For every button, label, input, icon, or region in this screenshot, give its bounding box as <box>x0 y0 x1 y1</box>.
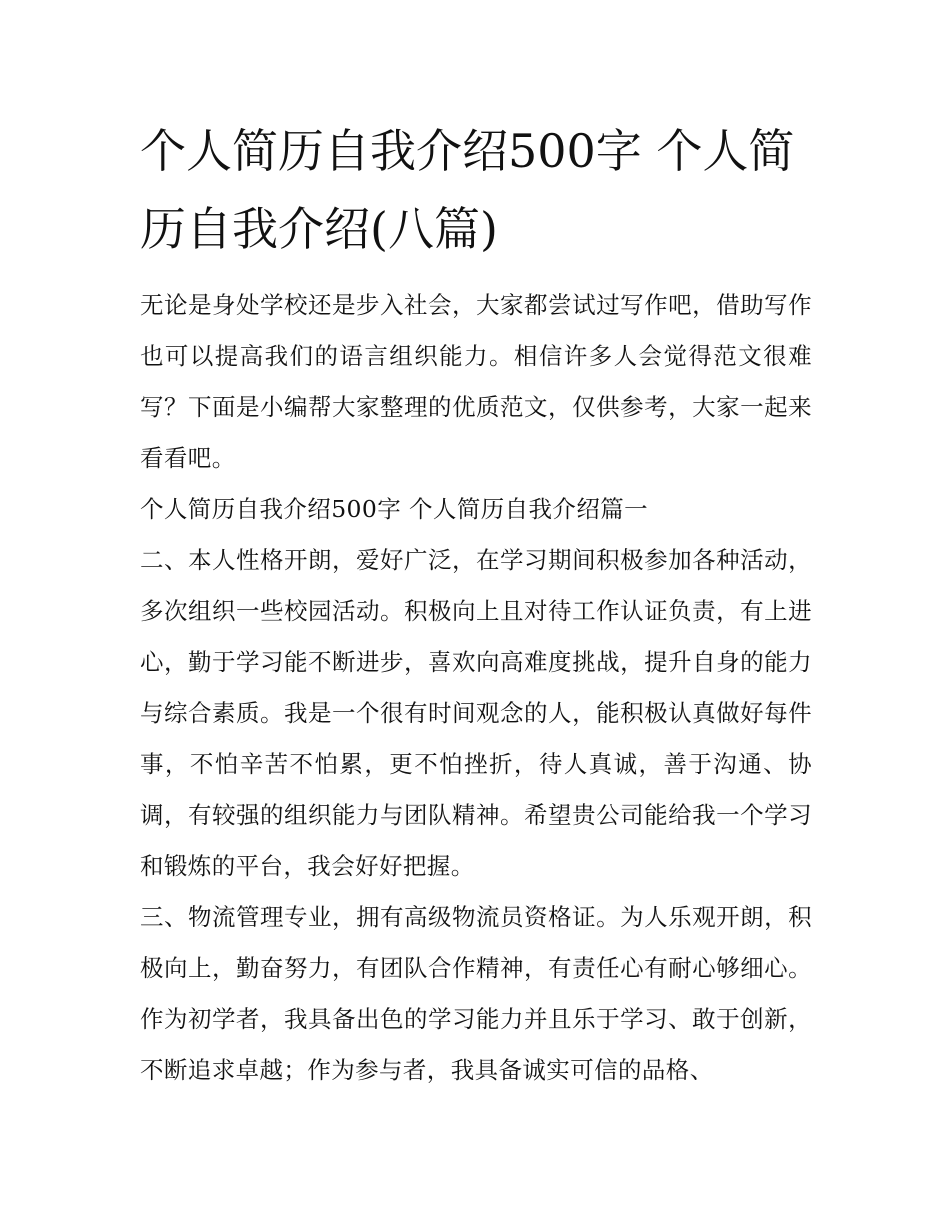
intro-paragraph: 无论是身处学校还是步入社会，大家都尝试过写作吧，借助写作也可以提高我们的语言组织能力。相信许多人会觉得范文很难写？下面是小编帮大家整理的优质范文，仅供参考，大家一起来看看吧。 <box>140 291 812 472</box>
document-title: 个人简历自我介绍500字 个人简历自我介绍(八篇) <box>140 124 795 256</box>
document-page <box>140 112 812 1096</box>
paragraph-3: 三、物流管理专业，拥有高级物流员资格证。为人乐观开朗，积极向上，勤奋努力，有团队合作精神，有责任心有耐心够细心。作为初学者，我具备出色的学习能力并且乐于学习、敢于创新，不断追求卓越；作为参与者，我具备诚实可信的品格、 <box>140 903 812 1084</box>
paragraph-2: 二、本人性格开朗，爱好广泛，在学习期间积极参加各种活动，多次组织一些校园活动。积极向上且对待工作认证负责，有上进心，勤于学习能不断进步，喜欢向高难度挑战，提升自身的能力与综合素质。我是一个很有时间观念的人，能积极认真做好每件事，不怕辛苦不怕累，更不怕挫折，待人真诚，善于沟通、协调，有较强的组织能力与团队精神。希望贵公司能给我一个学习和锻炼的平台，我会好好把握。 <box>140 546 812 880</box>
section-title: 个人简历自我介绍500字 个人简历自我介绍篇一 <box>140 495 649 523</box>
